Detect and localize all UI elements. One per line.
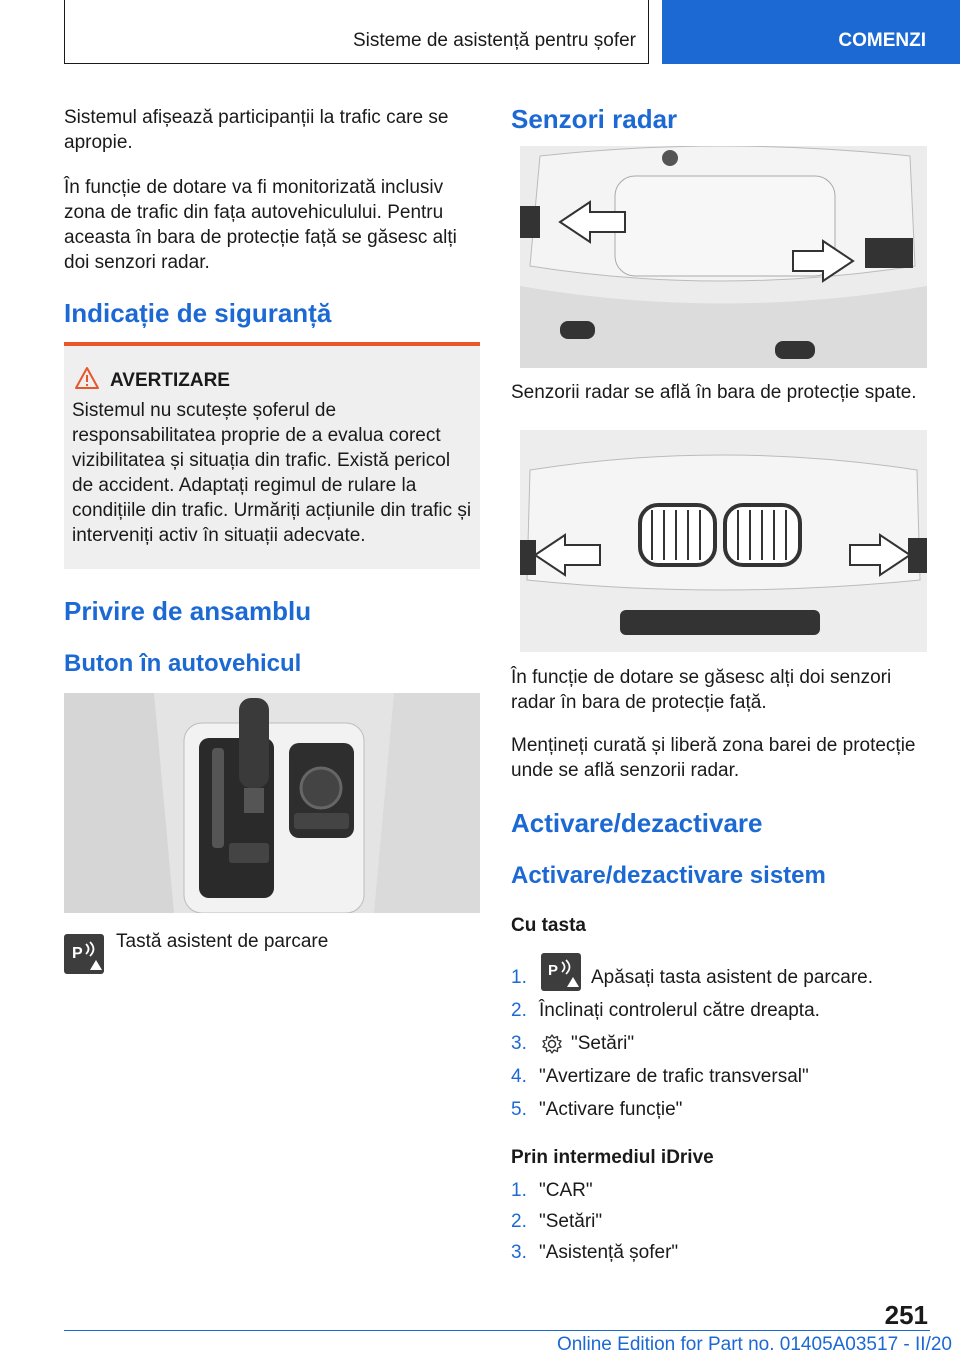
step-number: 2. [511, 1000, 527, 1021]
step-number: 1. [511, 1180, 527, 1201]
center-console-image [64, 693, 480, 913]
parking-assistant-button-icon [64, 934, 104, 974]
step-text: "Asistență șofer" [539, 1242, 679, 1263]
settings-gear-icon [541, 1033, 563, 1055]
warning-text: Sistemul nu scutește șoferul de responsabilitatea proprie de a evalua corect vizibilitatea și situația din trafic. Există pericol de accident. Adaptați regimul de rulare la condițiile din trafic. Urmăriți acțiunile din trafic și interveniți activ în situații adecvate. [72, 400, 472, 546]
heading-button-in-vehicle: Buton în autovehicul [64, 650, 302, 677]
step-text: "Avertizare de trafic transversal" [539, 1066, 809, 1087]
front-bumper-image [520, 430, 927, 652]
header-section-title: Sisteme de asistență pentru șofer [352, 30, 636, 51]
caption-keep-clean: Mențineți curată și liberă zona barei de protecție unde se află senzorii radar. [511, 735, 916, 781]
warning-box [64, 342, 480, 569]
parking-assistant-button-icon [541, 953, 581, 991]
step-text: "Activare funcție" [539, 1099, 683, 1120]
heading-activation: Activare/dezactivare [511, 808, 763, 838]
step-number: 1. [511, 967, 527, 988]
step-number: 4. [511, 1066, 527, 1087]
step-text: Înclinați controlerul către dreapta. [539, 1000, 820, 1021]
heading-activation-system: Activare/dezactivare sistem [511, 862, 826, 889]
heading-overview: Privire de ansamblu [64, 596, 312, 626]
header-section-box [64, 0, 649, 64]
idrive-steps-list [511, 1178, 931, 1278]
warning-triangle-icon [74, 366, 100, 390]
label-with-button: Cu tasta [511, 915, 586, 936]
step-text: "Setări" [539, 1211, 603, 1232]
header-tab-label: COMENZI [838, 30, 926, 51]
paragraph-front-zone: În funcție de dotare va fi monitorizată inclusiv zona de trafic din fața autovehiculului. Pentru aceasta în bara de protecție față se găsesc alți doi senzori radar. [64, 177, 457, 273]
step-number: 3. [511, 1242, 527, 1263]
heading-safety: Indicație de siguranță [64, 298, 332, 328]
step-text: Apăsați tasta asistent de parcare. [591, 967, 873, 988]
step-text: "CAR" [539, 1180, 593, 1201]
button-steps-list [511, 960, 931, 1120]
parking-button-caption: Tastă asistent de parcare [116, 931, 329, 952]
rear-bumper-illustration [520, 146, 927, 368]
front-bumper-illustration [520, 430, 927, 652]
page-number: 251 [884, 1300, 928, 1330]
svg-text:P: P [548, 962, 559, 979]
warning-title: AVERTIZARE [110, 370, 230, 391]
step-number: 2. [511, 1211, 527, 1232]
step-number: 5. [511, 1099, 527, 1120]
footer-edition: Online Edition for Part no. 01405A03517 - II/20 [556, 1334, 952, 1355]
caption-rear-sensors: Senzorii radar se află în bara de protecție spate. [511, 382, 917, 403]
step-number: 3. [511, 1033, 527, 1054]
caption-front-sensors: În funcție de dotare se găsesc alți doi senzori radar în bara de protecție față. [511, 667, 892, 713]
svg-text:P: P [72, 945, 83, 962]
center-console-illustration [64, 693, 480, 913]
footer-divider [64, 1330, 930, 1331]
rear-bumper-image [520, 146, 927, 368]
heading-radar-sensors: Senzori radar [511, 104, 678, 134]
header-tab-comenzi[interactable] [662, 0, 960, 64]
paragraph-traffic: Sistemul afișează participanții la trafic care se apropie. [64, 107, 449, 153]
label-via-idrive: Prin intermediul iDrive [511, 1147, 714, 1168]
step-text: "Setări" [571, 1033, 635, 1054]
